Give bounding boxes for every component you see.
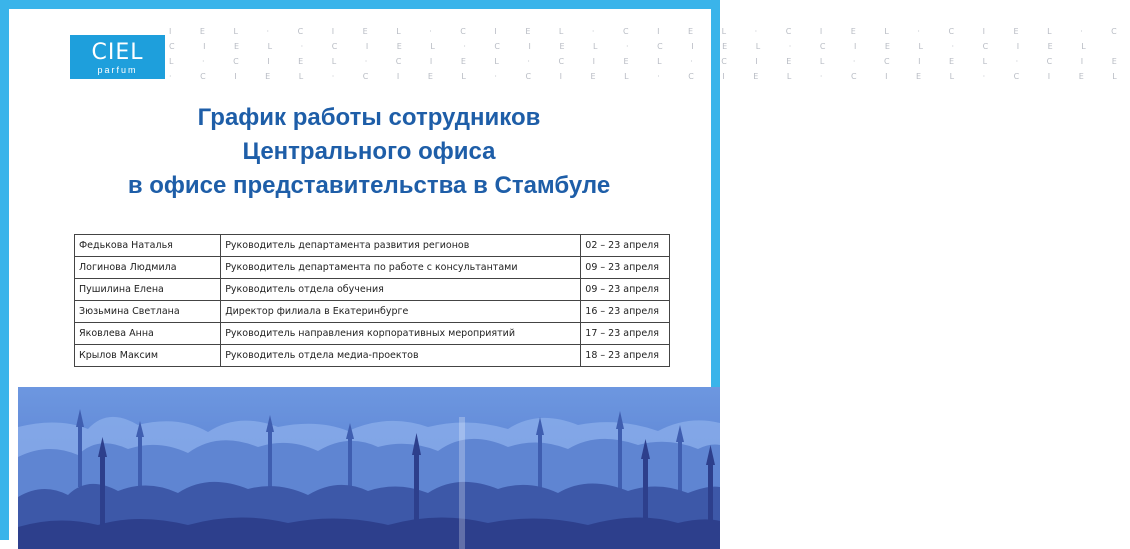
logo-brand: CIEL bbox=[91, 40, 144, 65]
employee-name-cell: Логинова Людмила bbox=[75, 257, 221, 279]
title-line-1: График работы сотрудников bbox=[197, 104, 541, 131]
dates-cell: 09 – 23 апреля bbox=[581, 257, 670, 279]
position-cell: Руководитель департамента развития регионов bbox=[221, 235, 581, 257]
ciel-logo bbox=[70, 35, 165, 79]
dates-cell: 17 – 23 апреля bbox=[581, 323, 670, 345]
pattern-row: L · C I E L · C I E L · C I E L · C I E L · C I E L · C I E bbox=[169, 57, 1130, 66]
employee-name-cell: Яковлева Анна bbox=[75, 323, 221, 345]
table-row bbox=[75, 301, 670, 323]
title-line-3: в офисе представительства в Стамбуле bbox=[127, 172, 611, 199]
dates-cell: 16 – 23 апреля bbox=[581, 301, 670, 323]
employee-name-cell: Федькова Наталья bbox=[75, 235, 221, 257]
dates-cell: 02 – 23 апреля bbox=[581, 235, 670, 257]
employee-name-cell: Крылов Максим bbox=[75, 345, 221, 367]
position-cell: Директор филиала в Екатеринбурге bbox=[221, 301, 581, 323]
pattern-row: I E L · C I E L · C I E L · C I E L · C I E L · C I E L · C bbox=[169, 27, 1130, 36]
dates-cell: 18 – 23 апреля bbox=[581, 345, 670, 367]
position-cell: Руководитель отдела медиа-проектов bbox=[221, 345, 581, 367]
logo-subtitle: parfum bbox=[97, 65, 138, 75]
table-row bbox=[75, 323, 670, 345]
table-row bbox=[75, 345, 670, 367]
table-row bbox=[75, 279, 670, 301]
dates-cell: 09 – 23 апреля bbox=[581, 279, 670, 301]
istanbul-skyline-illustration bbox=[18, 387, 720, 549]
position-cell: Руководитель направления корпоративных мероприятий bbox=[221, 323, 581, 345]
title-line-2: Центрального офиса bbox=[242, 138, 496, 165]
page-title bbox=[49, 101, 689, 203]
table-row bbox=[75, 257, 670, 279]
pattern-row: · C I E L · C I E L · C I E L · C I E L · C I E L · C I E L bbox=[169, 72, 1130, 81]
employee-name-cell: Зюзьмина Светлана bbox=[75, 301, 221, 323]
table-row bbox=[75, 235, 670, 257]
schedule-table bbox=[74, 234, 670, 367]
position-cell: Руководитель отдела обучения bbox=[221, 279, 581, 301]
employee-name-cell: Пушилина Елена bbox=[75, 279, 221, 301]
position-cell: Руководитель департамента по работе с консультантами bbox=[221, 257, 581, 279]
brand-pattern bbox=[169, 27, 1130, 87]
pattern-row: C I E L · C I E L · C I E L · C I E L · C I E L · C I E L bbox=[169, 42, 1099, 51]
